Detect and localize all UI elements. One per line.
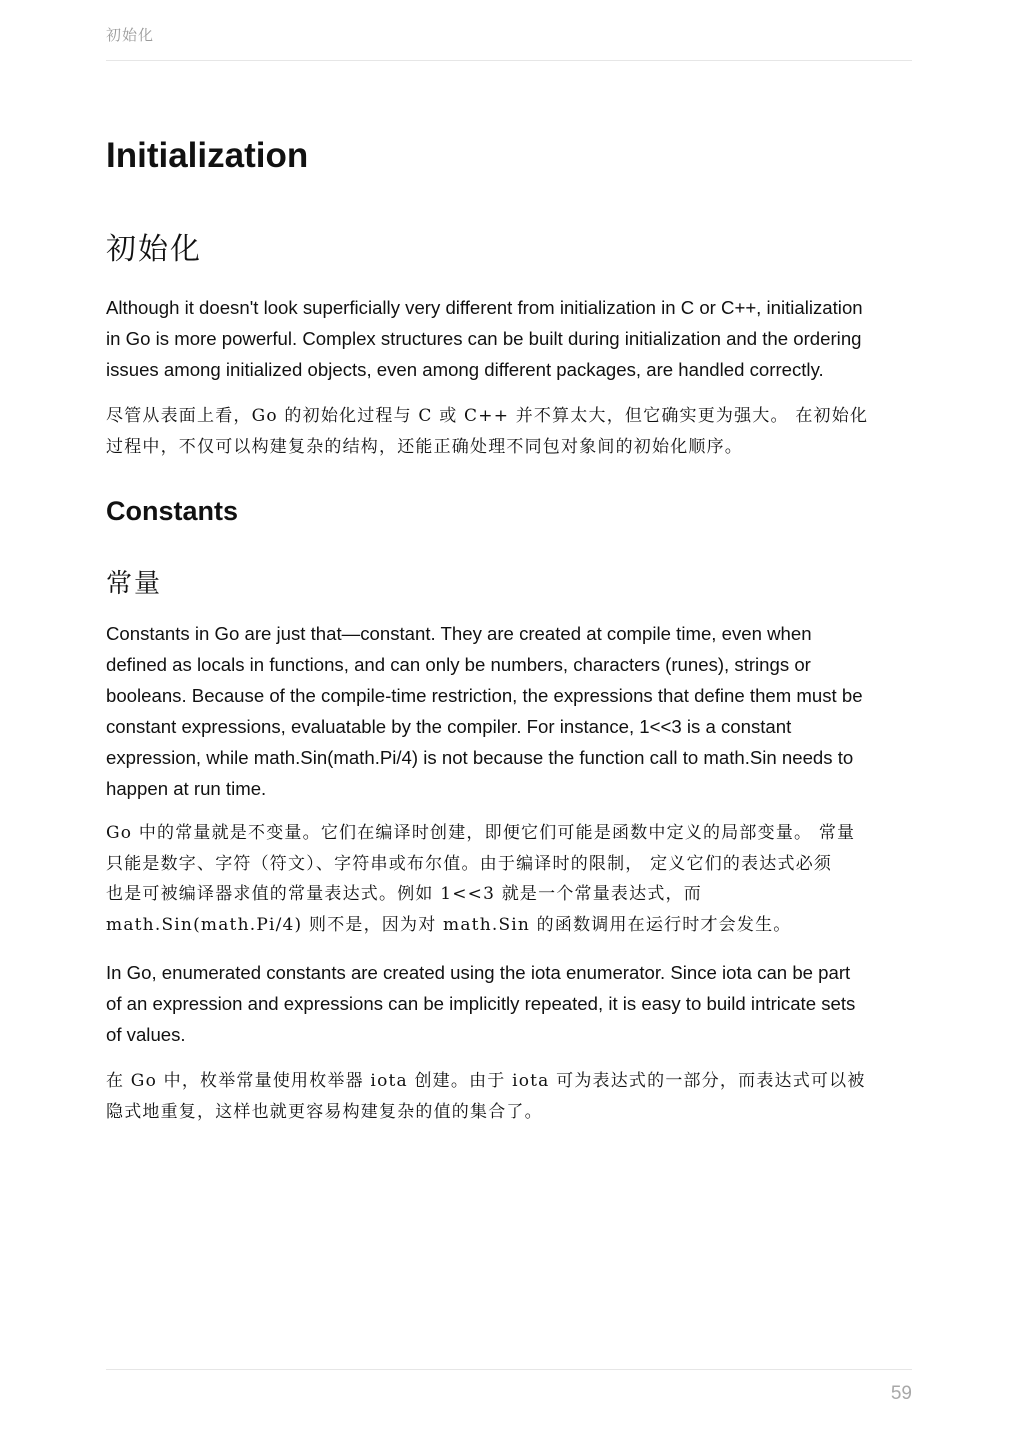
text-line: happen at run time. [106, 777, 267, 799]
text-line: of an expression and expressions can be implicitly repeated, it is easy to build intricate sets [106, 992, 856, 1014]
text-line: booleans. Because of the compile-time restriction, the expressions that define them must be [106, 684, 863, 706]
paragraph-initialization-zh [106, 401, 912, 462]
text-line: expression, while math.Sin(math.Pi/4) is not because the function call to math.Sin needs to [106, 746, 854, 768]
text-line: 也是可被编译器求值的常量表达式。例如 1<<3 就是一个常量表达式，而 [106, 884, 702, 904]
text-line: constant expressions, evaluatable by the compiler. For instance, 1<<3 is a constant [106, 715, 792, 737]
footer-divider [106, 1369, 912, 1370]
paragraph-iota-en [106, 958, 912, 1051]
text-line: In Go, enumerated constants are created using the iota enumerator. Since iota can be part [106, 962, 851, 983]
paragraph-constants-en [106, 619, 912, 804]
running-header: 初始化 [106, 26, 155, 44]
text-line: 隐式地重复，这样也就更容易构建复杂的值的集合了。 [106, 1101, 543, 1122]
page-number: 59 [890, 1383, 912, 1404]
heading-initialization: Initialization [106, 136, 309, 175]
text-line: in Go is more powerful. Complex structures can be built during initialization and the ordering [106, 327, 862, 349]
text-line: Go 中的常量就是不变量。它们在编译时创建，即便它们可能是函数中定义的局部变量。 常量 [106, 823, 856, 843]
text-line: issues among initialized objects, even among different packages, are handled correctly. [106, 358, 824, 380]
text-line: 尽管从表面上看，Go 的初始化过程与 C 或 C++ 并不算太大，但它确实更为强大。 在初始化 [106, 406, 869, 426]
heading-constants: Constants [106, 496, 239, 526]
paragraph-constants-zh [106, 818, 912, 940]
text-line: Although it doesn't look superficially very different from initialization in C or C++, initialization [106, 297, 863, 318]
paragraph-iota-zh [106, 1066, 912, 1127]
text-line: Constants in Go are just that—constant. They are created at compile time, even when [106, 623, 812, 644]
text-line: 只能是数字、字符（符文）、字符串或布尔值。由于编译时的限制， 定义它们的表达式必须 [106, 853, 833, 874]
text-line: 在 Go 中，枚举常量使用枚举器 iota 创建。由于 iota 可为表达式的一部分，而表达式可以被 [106, 1071, 866, 1091]
text-line: 过程中，不仅可以构建复杂的结构，还能正确处理不同包对象间的初始化顺序。 [106, 436, 743, 457]
paragraph-initialization-en [106, 293, 912, 386]
text-line: math.Sin(math.Pi/4) 则不是，因为对 math.Sin 的函数调用在运行时才会发生。 [106, 914, 792, 935]
heading-constants-zh: 常量 [106, 569, 163, 599]
text-line: defined as locals in functions, and can only be numbers, characters (runes), strings or [106, 653, 811, 675]
heading-initialization-zh: 初始化 [106, 232, 202, 267]
text-line: of values. [106, 1023, 186, 1045]
header-divider [106, 60, 912, 61]
